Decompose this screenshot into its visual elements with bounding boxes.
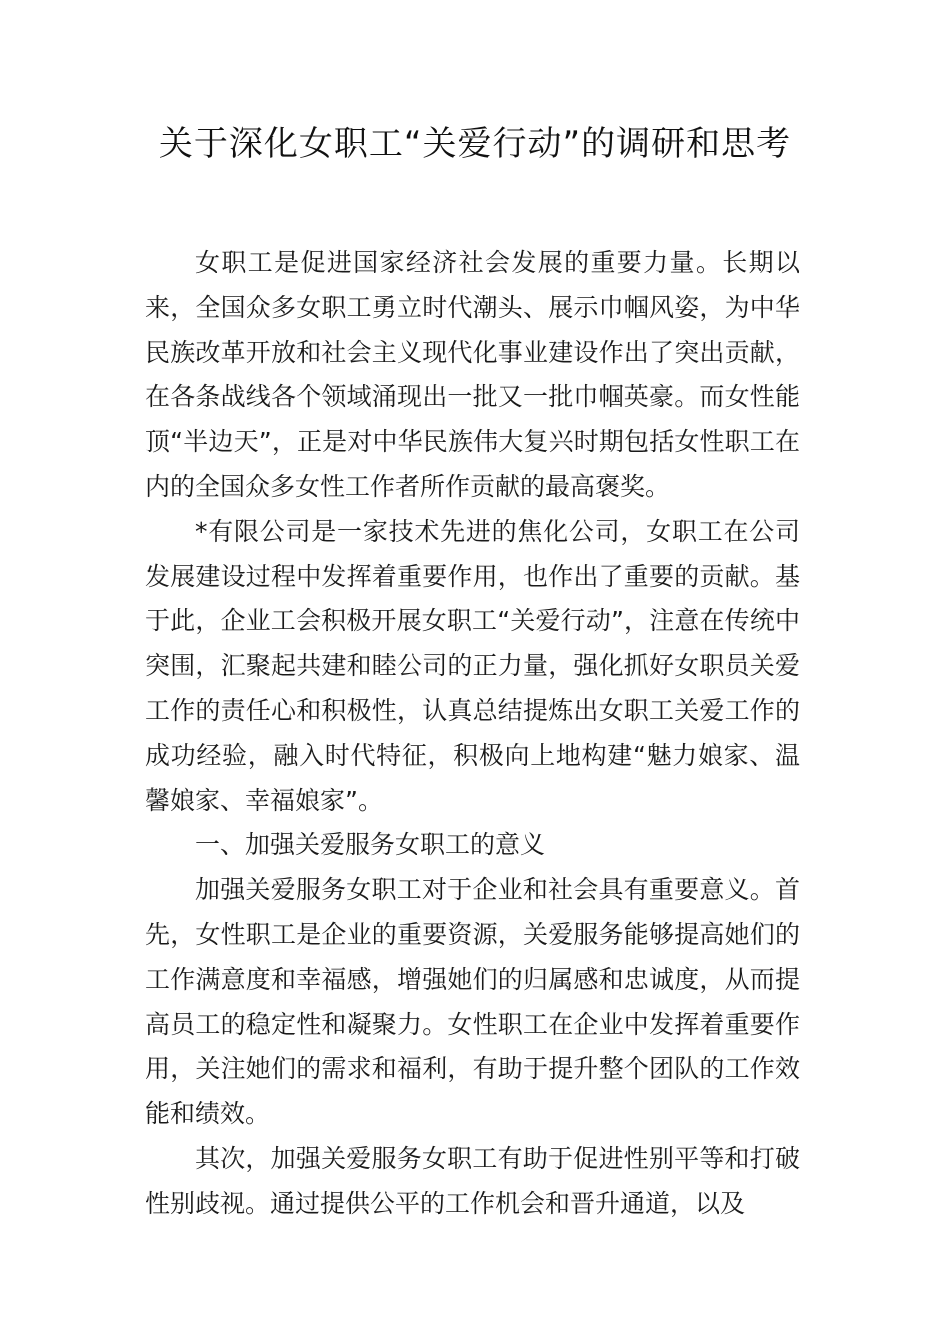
paragraph-equality: 其次，加强关爱服务女职工有助于促进性别平等和打破性别歧视。通过提供公平的工作机会和晋升通道，以及 xyxy=(145,1143,800,1218)
document-title: 关于深化女职工“关爱行动”的调研和思考 xyxy=(158,124,792,164)
paragraph-company: *有限公司是一家技术先进的焦化公司，女职工在公司发展建设过程中发挥着重要作用，也作出了重要的贡献。基于此，企业工会积极开展女职工“关爱行动”，注意在传统中突围，汇聚起共建和睦公司的正力量，强化抓好女职员关爱工作的责任心和积极性，认真总结提炼出女职工关爱工作的成功经验，融入时代特征，积极向上地构建“魅力娘家、温馨娘家、幸福娘家”。 xyxy=(145,516,800,815)
document-body xyxy=(145,241,800,1227)
section-heading-1: 一、加强关爱服务女职工的意义 xyxy=(195,830,546,860)
paragraph-significance: 加强关爱服务女职工对于企业和社会具有重要意义。首先，女性职工是企业的重要资源，关爱服务能够提高她们的工作满意度和幸福感，增强她们的归属感和忠诚度，从而提高员工的稳定性和凝聚力。女性职工在企业中发挥着重要作用，关注她们的需求和福利，有助于提升整个团队的工作效能和绩效。 xyxy=(145,875,800,1129)
paragraph-intro: 女职工是促进国家经济社会发展的重要力量。长期以来，全国众多女职工勇立时代潮头、展示巾帼风姿，为中华民族改革开放和社会主义现代化事业建设作出了突出贡献，在各条战线各个领域涌现出一批又一批巾帼英豪。而女性能顶“半边天”，正是对中华民族伟大复兴时期包括女性职工在内的全国众多女性工作者所作贡献的最高褒奖。 xyxy=(145,248,800,501)
